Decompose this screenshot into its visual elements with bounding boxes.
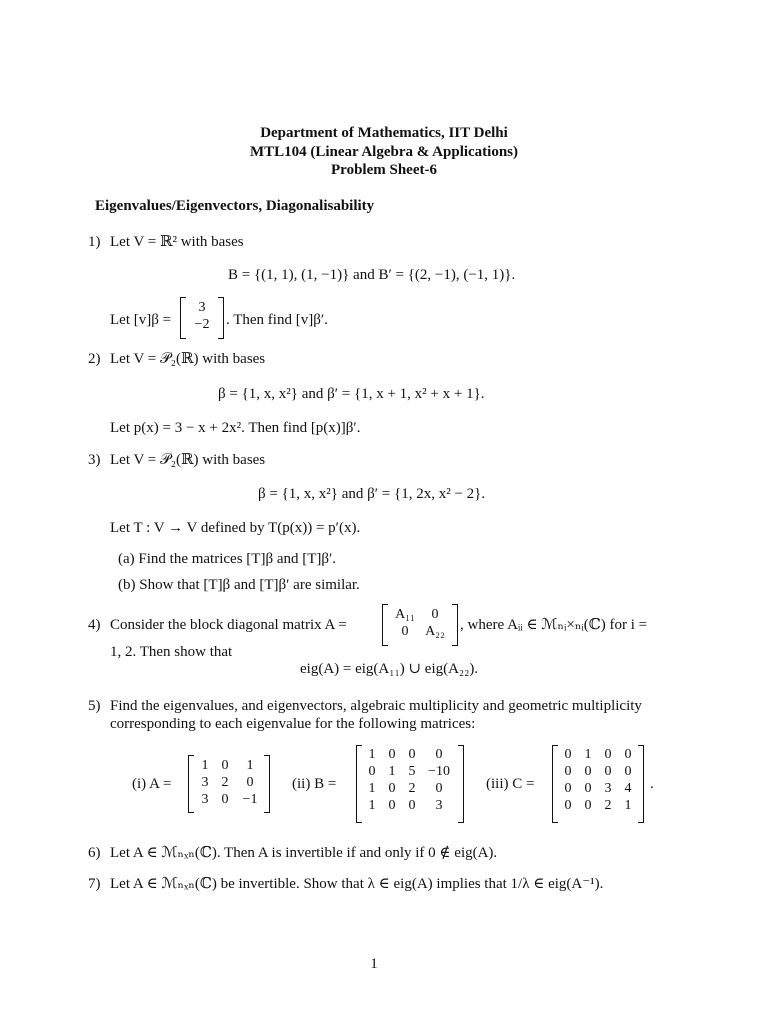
p5-b-right-bracket bbox=[458, 745, 464, 823]
p5-a-right-bracket bbox=[264, 755, 270, 813]
p4-block-entry: 0 bbox=[431, 607, 439, 622]
matrix-c-entry: 0 bbox=[584, 798, 592, 813]
page-number: 1 bbox=[370, 956, 378, 972]
matrix-c-entry: 0 bbox=[564, 764, 572, 779]
p1-vector-left-bracket bbox=[180, 297, 186, 339]
p3-part-a: (a) Find the matrices [T]β and [T]β′. bbox=[118, 551, 337, 567]
matrix-b-entry: 0 bbox=[388, 781, 396, 796]
matrix-a-entry: 3 bbox=[201, 775, 209, 790]
p2-task: Let p(x) = 3 − x + 2x². Then find [p(x)]β′. bbox=[110, 420, 361, 436]
matrix-a-entry: 3 bbox=[201, 792, 209, 807]
matrix-a-entry: 0 bbox=[246, 775, 254, 790]
p7-text: Let A ∈ ℳₙₓₙ(ℂ) be invertible. Show that λ ∈ eig(A) implies that 1/λ ∈ eig(A⁻¹). bbox=[110, 876, 604, 892]
matrix-c-entry: 0 bbox=[564, 747, 572, 762]
p1-bases: B = {(1, 1), (1, −1)} and B′ = {(2, −1), (−1, 1)}. bbox=[228, 267, 516, 283]
p3-number: 3) bbox=[88, 452, 101, 468]
matrix-c-entry: 0 bbox=[604, 764, 612, 779]
matrix-b-entry: 0 bbox=[435, 781, 443, 796]
matrix-b-entry: 0 bbox=[435, 747, 443, 762]
matrix-a-entry: 1 bbox=[201, 758, 209, 773]
p4-block-entry: A₁₁ bbox=[395, 607, 415, 622]
matrix-b-entry: 0 bbox=[408, 798, 416, 813]
p4-line2: 1, 2. Then show that bbox=[110, 644, 233, 660]
matrix-b-entry: 1 bbox=[368, 798, 376, 813]
matrix-c-entry: 1 bbox=[584, 747, 592, 762]
matrix-b-entry: 5 bbox=[408, 764, 416, 779]
matrix-a-entry: −1 bbox=[242, 792, 258, 807]
p5-line2: corresponding to each eigenvalue for the following matrices: bbox=[110, 716, 476, 732]
matrix-c-entry: 0 bbox=[564, 798, 572, 813]
matrix-b-entry: 0 bbox=[368, 764, 376, 779]
p1-let: Let [v]β = bbox=[110, 312, 172, 328]
p1-vector-entry: 3 bbox=[198, 300, 206, 315]
p4-block-entry: 0 bbox=[401, 624, 409, 639]
matrix-c-entry: 0 bbox=[604, 747, 612, 762]
p1-number: 1) bbox=[88, 234, 101, 250]
p3-intro: Let V = 𝒫₂(ℝ) with bases bbox=[110, 452, 266, 468]
p2-bases: β = {1, x, x²} and β′ = {1, x + 1, x² + x + 1}. bbox=[218, 386, 485, 402]
p3-bases: β = {1, x, x²} and β′ = {1, 2x, x² − 2}. bbox=[258, 486, 486, 502]
p1-vector-entry: −2 bbox=[194, 317, 210, 332]
matrix-a-entry: 0 bbox=[221, 792, 229, 807]
p5-label-c: (iii) C = bbox=[486, 776, 535, 792]
p1-vector-right-bracket bbox=[218, 297, 224, 339]
p2-intro: Let V = 𝒫₂(ℝ) with bases bbox=[110, 351, 266, 367]
section-title: Eigenvalues/Eigenvectors, Diagonalisability bbox=[95, 198, 375, 214]
p6-text: Let A ∈ ℳₙₓₙ(ℂ). Then A is invertible if and only if 0 ∉ eig(A). bbox=[110, 845, 498, 861]
matrix-c-entry: 4 bbox=[624, 781, 632, 796]
matrix-a-entry: 1 bbox=[246, 758, 254, 773]
p5-a-left-bracket bbox=[188, 755, 194, 813]
p2-number: 2) bbox=[88, 351, 101, 367]
p4-post: , where Aᵢᵢ ∈ ℳₙᵢ×ₙᵢ(ℂ) for i = bbox=[460, 617, 648, 633]
p1-vector bbox=[190, 299, 214, 333]
p5-label-b: (ii) B = bbox=[292, 776, 337, 792]
matrix-b-entry: 0 bbox=[388, 798, 396, 813]
matrix-c-entry: 0 bbox=[624, 764, 632, 779]
p6-number: 6) bbox=[88, 845, 101, 861]
matrix-b-entry: 1 bbox=[368, 781, 376, 796]
matrix-b-entry: 3 bbox=[435, 798, 443, 813]
p5-period: . bbox=[650, 776, 654, 792]
matrix-c-entry: 0 bbox=[624, 747, 632, 762]
p1-then: . Then find [v]β′. bbox=[226, 312, 328, 328]
matrix-b-entry: −10 bbox=[428, 764, 450, 779]
p5-matrix-a bbox=[195, 757, 265, 808]
matrix-b-entry: 1 bbox=[368, 747, 376, 762]
p3-definition: Let T : V → V defined by T(p(x)) = p′(x). bbox=[110, 520, 361, 536]
matrix-c-entry: 0 bbox=[584, 764, 592, 779]
p4-number: 4) bbox=[88, 617, 101, 633]
p5-number: 5) bbox=[88, 698, 101, 714]
p4-equation: eig(A) = eig(A₁₁) ∪ eig(A₂₂). bbox=[300, 661, 479, 677]
dept-title: Department of Mathematics, IIT Delhi bbox=[260, 125, 508, 141]
matrix-c-entry: 1 bbox=[624, 798, 632, 813]
matrix-c-entry: 3 bbox=[604, 781, 612, 796]
matrix-b-entry: 0 bbox=[388, 747, 396, 762]
matrix-b-entry: 2 bbox=[408, 781, 416, 796]
p4-block-matrix bbox=[390, 606, 450, 640]
p4-matrix-right-bracket bbox=[452, 604, 458, 646]
p5-line1: Find the eigenvalues, and eigenvectors, algebraic multiplicity and geometric multiplicity bbox=[110, 698, 642, 714]
matrix-b-entry: 1 bbox=[388, 764, 396, 779]
matrix-a-entry: 2 bbox=[221, 775, 229, 790]
matrix-a-entry: 0 bbox=[221, 758, 229, 773]
matrix-c-entry: 2 bbox=[604, 798, 612, 813]
p4-matrix-left-bracket bbox=[382, 604, 388, 646]
sheet-title: Problem Sheet-6 bbox=[331, 162, 437, 178]
p5-matrix-b bbox=[362, 746, 456, 814]
matrix-c-entry: 0 bbox=[584, 781, 592, 796]
matrix-b-entry: 0 bbox=[408, 747, 416, 762]
course-title: MTL104 (Linear Algebra & Applications) bbox=[249, 144, 519, 160]
p7-number: 7) bbox=[88, 876, 101, 892]
matrix-c-entry: 0 bbox=[564, 781, 572, 796]
p5-label-a: (i) A = bbox=[132, 776, 172, 792]
p5-matrix-c bbox=[558, 746, 638, 814]
p5-c-right-bracket bbox=[638, 745, 644, 823]
p3-part-b: (b) Show that [T]β and [T]β′ are similar. bbox=[118, 577, 360, 593]
p4-block-entry: A₂₂ bbox=[425, 624, 445, 639]
p4-pre: Consider the block diagonal matrix A = bbox=[110, 617, 347, 633]
p1-intro: Let V = ℝ² with bases bbox=[110, 234, 244, 250]
